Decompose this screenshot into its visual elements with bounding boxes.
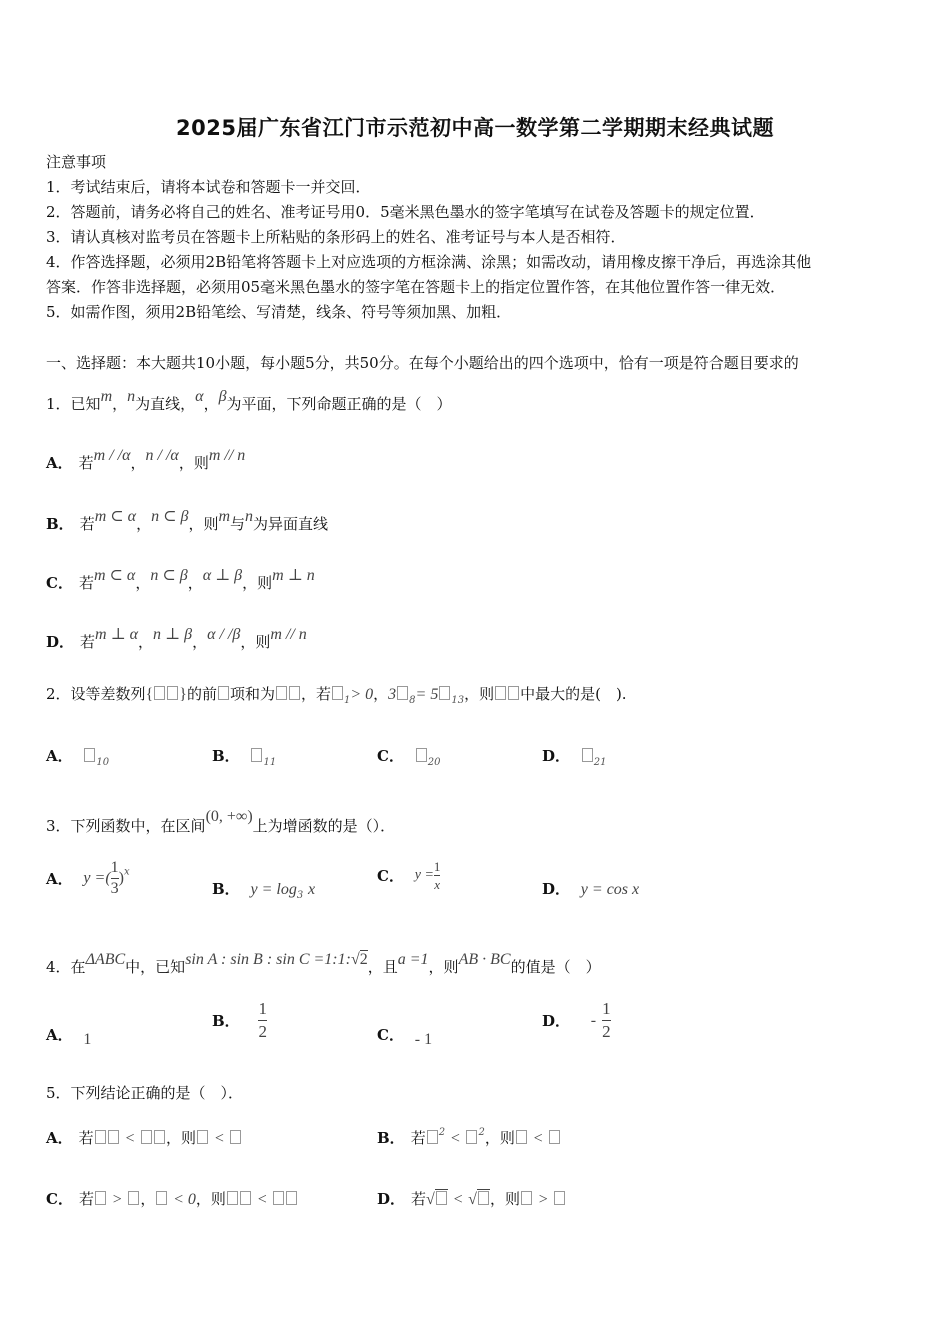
q2-option-c[interactable]: C． $_{20}$ — [377, 747, 441, 768]
question-5: 5．下列结论正确的是（ ）． — [46, 1084, 244, 1102]
q4-option-b[interactable]: B． $\frac{1}{2}$ — [212, 999, 267, 1041]
q1-option-d[interactable]: D． 若m ⊥ α，n ⊥ β，α / /β，则m // n — [46, 626, 307, 651]
placeholder-glyph — [286, 1191, 297, 1205]
placeholder-glyph — [154, 1130, 165, 1144]
fraction: $\frac{1}{2}$ — [602, 999, 611, 1041]
q4-option-d[interactable]: D． - $\frac{1}{2}$ — [542, 999, 611, 1041]
placeholder-glyph — [167, 686, 178, 700]
notice-item: 3．请认真核对监考员在答题卡上所粘贴的条形码上的姓名、准考证号与本人是否相符． — [46, 228, 626, 246]
placeholder-glyph — [240, 1191, 251, 1205]
placeholder-glyph — [141, 1130, 152, 1144]
notice-item: 1．考试结束后，请将本试卷和答题卡一并交回． — [46, 178, 371, 196]
placeholder-glyph — [466, 1130, 477, 1144]
placeholder-glyph — [84, 748, 95, 762]
q1-option-a[interactable]: A． 若m / /α，n / /α，则m // n — [46, 447, 246, 472]
q5-option-d[interactable]: D． 若√ < √ ，则 > — [377, 1188, 566, 1209]
placeholder-glyph — [495, 686, 506, 700]
placeholder-glyph — [95, 1191, 106, 1205]
placeholder-glyph — [108, 1130, 119, 1144]
q3-option-c[interactable]: C． y = $\frac{1}{x}$ — [377, 859, 441, 892]
q4-option-c[interactable]: C． - 1 — [377, 1026, 433, 1048]
q3-option-b[interactable]: B． $y = \log_3 x$ — [212, 880, 316, 901]
page-title: 2025届广东省江门市示范初中高一数学第二学期期末经典试题 — [176, 116, 774, 140]
placeholder-glyph — [218, 686, 229, 700]
q2-option-b[interactable]: B． $_{11}$ — [212, 747, 277, 768]
placeholder-glyph — [416, 748, 427, 762]
placeholder-glyph — [427, 1130, 438, 1144]
placeholder-glyph — [273, 1191, 284, 1205]
placeholder-glyph — [439, 686, 450, 700]
fraction: $\frac{1}{3}$ — [110, 859, 119, 897]
placeholder-glyph — [521, 1191, 532, 1205]
q1-option-c[interactable]: C． 若m ⊂ α，n ⊂ β，α ⊥ β，则m ⊥ n — [46, 567, 315, 592]
fraction: $\frac{1}{x}$ — [433, 859, 441, 892]
placeholder-glyph — [276, 686, 287, 700]
q4-option-a[interactable]: A． 1 — [46, 1026, 92, 1048]
q2-option-d[interactable]: D． $_{21}$ — [542, 747, 607, 768]
placeholder-glyph — [332, 686, 343, 700]
question-3: 3．下列函数中，在区间(0, +∞)上为增函数的是（）． — [46, 808, 396, 835]
placeholder-glyph — [289, 686, 300, 700]
placeholder-glyph — [128, 1191, 139, 1205]
placeholder-glyph — [197, 1130, 208, 1144]
notice-item: 答案．作答非选择题，必须用05毫米黑色墨水的签字笔在答题卡上的指定位置作答，在其他位置作答一律无效． — [46, 278, 786, 296]
placeholder-glyph — [95, 1130, 106, 1144]
q3-option-a[interactable]: A． y =( $\frac{1}{3}$ )$^x$ — [46, 859, 130, 897]
fraction: $\frac{1}{2}$ — [258, 999, 267, 1041]
q5-option-b[interactable]: B． 若 $^2$ < $^2$，则 < — [377, 1127, 561, 1148]
notice-item: 2．答题前，请务必将自己的姓名、准考证号用0．5毫米黑色墨水的签字笔填写在试卷及答题卡的规定位置． — [46, 203, 765, 221]
notice-block — [46, 150, 811, 325]
q1-option-b[interactable]: B． 若m ⊂ α，n ⊂ β，则m与n为异面直线 — [46, 508, 329, 533]
placeholder-glyph — [516, 1130, 527, 1144]
q2-option-a[interactable]: A． $_{10}$ — [46, 747, 110, 768]
notice-item: 4．作答选择题，必须用2B铅笔将答题卡上对应选项的方框涂满、涂黑；如需改动，请用橡皮擦干净后，再选涂其他 — [46, 253, 812, 271]
placeholder-glyph — [582, 748, 593, 762]
notice-heading: 注意事项 — [46, 153, 107, 171]
question-1: 1．已知m，n为直线，α，β为平面，下列命题正确的是（ ） — [46, 388, 452, 413]
question-2: 2．设等差数列{ }的前 项和为 ，若 $_1$> 0，3 $_8$= 5 $_{13}$，则 中最大的是( ). — [46, 685, 627, 706]
section-heading: 一、选择题：本大题共10小题，每小题5分，共50分。在每个小题给出的四个选项中，恰有一项是符合题目要求的 — [46, 354, 799, 372]
placeholder-glyph — [508, 686, 519, 700]
q3-option-d[interactable]: D． y = cos x — [542, 880, 640, 898]
placeholder-glyph — [436, 1191, 447, 1205]
placeholder-glyph — [478, 1191, 489, 1205]
placeholder-glyph — [554, 1191, 565, 1205]
placeholder-glyph — [156, 1191, 167, 1205]
placeholder-glyph — [549, 1130, 560, 1144]
placeholder-glyph — [230, 1130, 241, 1144]
placeholder-glyph — [227, 1191, 238, 1205]
question-4: 4．在ΔABC中，已知sin A : sin B : sin C =1:1:√2，且a =1，则AB · BC的值是（ ） — [46, 951, 601, 976]
q5-option-c[interactable]: C． 若 > ， < 0，则 < — [46, 1188, 298, 1209]
q5-option-a[interactable]: A． 若 < ，则 < — [46, 1127, 242, 1148]
placeholder-glyph — [397, 686, 408, 700]
notice-item: 5．如需作图，须用2B铅笔绘、写清楚，线条、符号等须加黑、加粗． — [46, 303, 512, 321]
placeholder-glyph — [154, 686, 165, 700]
placeholder-glyph — [251, 748, 262, 762]
